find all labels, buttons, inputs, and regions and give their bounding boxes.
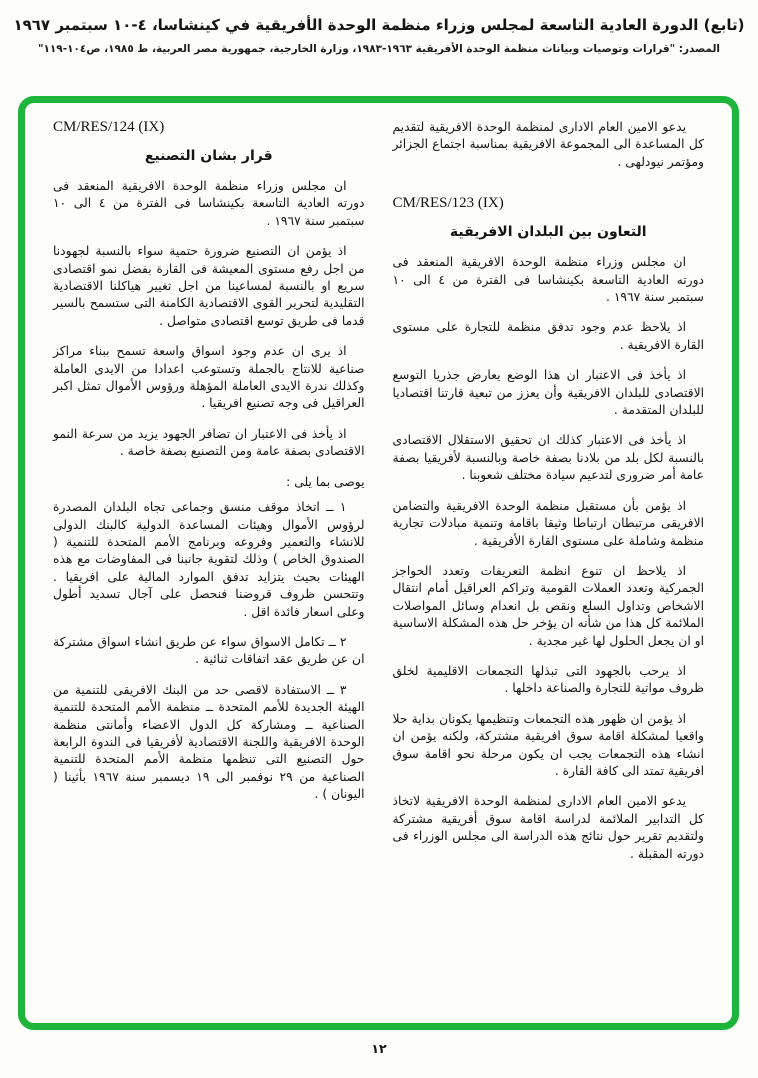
paragraph: يدعو الامين العام الادارى لمنظمة الوحدة الافريقية لاتخاذ كل التدابير الملائمة لدراسة اقامة سوق أفريقية مشتركة ولتقديم تقرير حول نتائج هذه الدراسة الى مجلس الوزراء فى دورته المقبلة .	[392, 794, 704, 861]
paragraph: اذ يأخذ فى الاعتبار ان هذا الوضع يعارض جذريا التوسع الاقتصادى للبلدان الافريقية وأن يعزز من تبعية قارتنا اقتصاديا للبلدان المتقدمة .	[392, 368, 704, 418]
paragraph: اذ يأخذ فى الاعتبار كذلك ان تحقيق الاستقلال الاقتصادى بالنسبة لكل بلد من بلادنا بصفة خاصة وبالنسبة لأفريقيا بصفة عامة أمر ضرورى لتدعيم سيادة مختلف شعوبنا .	[392, 433, 704, 483]
paragraph: اذ يؤمن بأن مستقبل منظمة الوحدة الافريقية والتضامن الافريقى مرتبطان ارتباطا وثيقا باقامة وتنمية مبادلات تجارية منظمة وشاملة على مستوى القارة الأفريقية .	[392, 498, 704, 548]
page-number: ١٢	[371, 1041, 387, 1056]
paragraph: يدعو الامين العام الادارى لمنظمة الوحدة الافريقية لتقديم كل المساعدة الى المجموعة الافريقية بمناسبة اجتماع الجزائر ومؤتمر نيودلهى .	[392, 120, 704, 169]
document-header	[0, 0, 758, 55]
paragraph: اذ يرى ان عدم وجود اسواق واسعة تسمح ببناء مراكز صناعية للانتاج بالجملة وتستوعب اعدادا من الايدى العاملة وكذلك ندرة الايدى العاملة المؤهلة ورؤوس الأموال تمثل اكبر العراقيل فى وجه تصنيع افريقيا .	[53, 344, 365, 411]
two-column-layout	[25, 103, 732, 1023]
paragraph: ان مجلس وزراء منظمة الوحدة الافريقية المنعقد فى دورته العادية التاسعة بكينشاسا فى الفترة من ٤ الى ١٠ سبتمبر سنة ١٩٦٧ .	[392, 255, 704, 305]
column-left-resolution-124	[53, 119, 365, 1023]
numbered-item: ١ ــ اتخاذ موقف منسق وجماعى تجاه البلدان المصدرة لرؤوس الأموال وهيئات المساعدة الدولية كالبنك الدولى للانشاء والتعمير وفروعه وبرنامج الأمم المتحدة للتنمية ( الصندوق الخاص ) وذلك لتقوية جانبنا فى المفاوضات مع هذه الهيئات بحيث يتزايد تدفق الموارد المالية على افريقيا . وتتحسن ظروف قروضنا فنحصل على آجال تسديد أطول وعلى اسعار فائدة اقل .	[53, 500, 365, 619]
paragraph: اذ يلاحظ ان تنوع انظمة التعريفات وتعدد الحواجز الجمركية وتعدد العملات القومية وتراكم العراقيل أمام انتقال الاشخاص وتداول السلع ونقص بل انعدام وسائل المواصلات الملائمة كل هذا من شأنه ان يؤخر حل هذه المشكلة الاساسية او ان يجعل الحلول لها غير مجدية .	[392, 563, 704, 648]
column-right-resolution-123	[393, 119, 705, 1023]
paragraph: اذ يؤمن ان التصنيع ضرورة حتمية سواء بالنسبة لجهودنا من اجل رفع مستوى المعيشة فى القارة بفضل نمو اقتصادى سريع او بالنسبة لمساعينا من اجل تغيير هياكلنا الاقتصادية التقليدية لتحرير القوى الاقتصادية الكامنة التى ستسمح بالسير قدما فى طريق توسع اقتصادى متواصل .	[53, 244, 365, 328]
recommendation-lead-in: يوصى بما يلى :	[286, 474, 365, 489]
paragraph: ان مجلس وزراء منظمة الوحدة الافريقية المنعقد فى دورته العادية التاسعة بكينشاسا فى الفترة من ٤ الى ١٠ سبتمبر سنة ١٩٦٧ .	[53, 179, 365, 228]
resolution-code: CM/RES/123 (IX)	[392, 195, 504, 212]
resolution-title: التعاون بين البلدان الافريقية	[449, 224, 647, 241]
session-title: (تابع) الدورة العادية التاسعة لمجلس وزراء منظمة الوحدة الأفريقية في كينشاسا، ٤-١٠ سبتمبر ١٩٦٧	[13, 16, 745, 34]
paragraph: اذ يلاحظ عدم وجود تدفق منظمة للتجارة على مستوى القارة الافريقية .	[392, 320, 704, 352]
resolution-code: CM/RES/124 (IX)	[53, 119, 165, 135]
numbered-item: ٣ ــ الاستفادة لاقصى حد من البنك الافريقى للتنمية من الهيئة الجديدة للأمم المتحدة ــ منظمة الأمم المتحدة للتنمية الصناعية ــ ومشاركة كل الدول الاعضاء وأمانتى منظمة الوحدة الافريقية واللجنة الاقتصادية لأفريقيا فى الندوة الرابعة حول التصنيع التى تنظمها منظمة الأمم المتحدة للتنمية الصناعية من ٢٩ نوفمبر الى ١٩ ديسمبر سنة ١٩٦٧ بأثينا ( اليونان ) .	[53, 682, 365, 802]
paragraph: اذ يأخذ فى الاعتبار ان تضافر الجهود يزيد من سرعة النمو الاقتصادى بصفة عامة ومن التصنيع بصفة خاصة .	[53, 426, 365, 459]
paragraph: اذ يؤمن ان ظهور هذه التجمعات وتنظيمها يكونان بداية حلا واقعيا لمشكلة اقامة سوق افريقية مشتركة، ولكنه يؤمن ان انشاء هذه التجمعات يجب ان يكون مرحلة نحو اقامة سوق افريقية تمتد الى كافة القارة .	[392, 711, 704, 778]
resolution-title: قرار بشان التصنيع	[144, 148, 273, 164]
document-frame	[18, 96, 739, 1030]
source-citation: المصدر: "قرارات وتوصيات وبيانات منظمة الوحدة الأفريقية ١٩٦٣-١٩٨٣، وزارة الخارجية، جمهورية مصر العربية، ط ١٩٨٥، ص١٠٤-١١٩"	[38, 43, 720, 55]
numbered-item: ٢ ــ تكامل الاسواق سواء عن طريق انشاء اسواق مشتركة ان عن طريق عقد اتفاقات ثنائية .	[53, 634, 365, 667]
paragraph: اذ يرحب بالجهود التى تبذلها التجمعات الاقليمية لخلق ظروف مواتية للتجارة والصناعة داخلها .	[392, 663, 704, 696]
